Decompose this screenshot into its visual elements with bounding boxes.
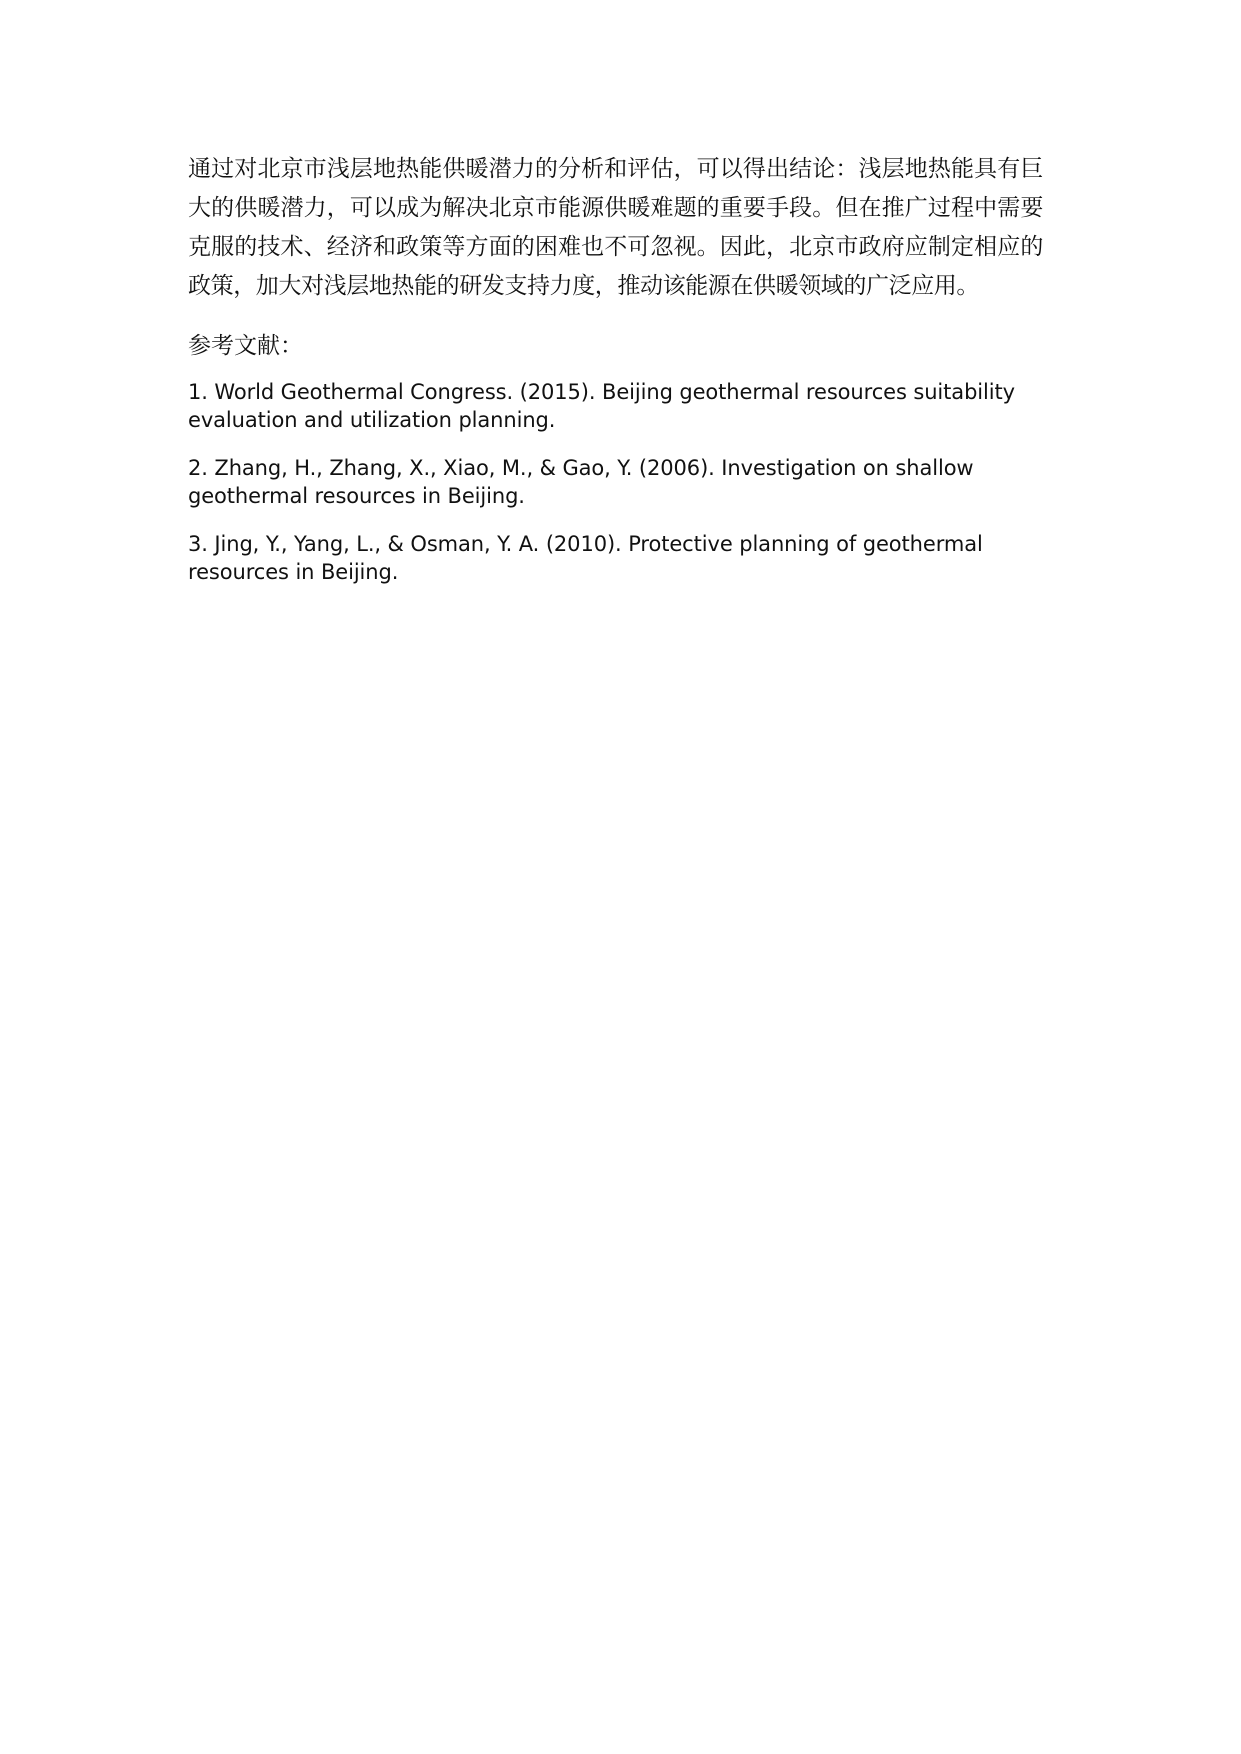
document-body [188, 150, 1043, 606]
reference-list [188, 378, 1043, 586]
reference-item: 1. World Geothermal Congress. (2015). Beijing geothermal resources suitability evaluation and utilization planning. [188, 380, 1015, 432]
references-heading: 参考文献： [188, 333, 303, 359]
conclusion-paragraph: 通过对北京市浅层地热能供暖潜力的分析和评估，可以得出结论：浅层地热能具有巨大的供暖潜力，可以成为解决北京市能源供暖难题的重要手段。但在推广过程中需要克服的技术、经济和政策等方面的困难也不可忽视。因此，北京市政府应制定相应的政策，加大对浅层地热能的研发支持力度，推动该能源在供暖领域的广泛应用。 [188, 156, 1043, 299]
reference-item: 3. Jing, Y., Yang, L., & Osman, Y. A. (2010). Protective planning of geothermal resources in Beijing. [188, 532, 983, 584]
reference-item: 2. Zhang, H., Zhang, X., Xiao, M., & Gao, Y. (2006). Investigation on shallow geothermal resources in Beijing. [188, 456, 974, 508]
